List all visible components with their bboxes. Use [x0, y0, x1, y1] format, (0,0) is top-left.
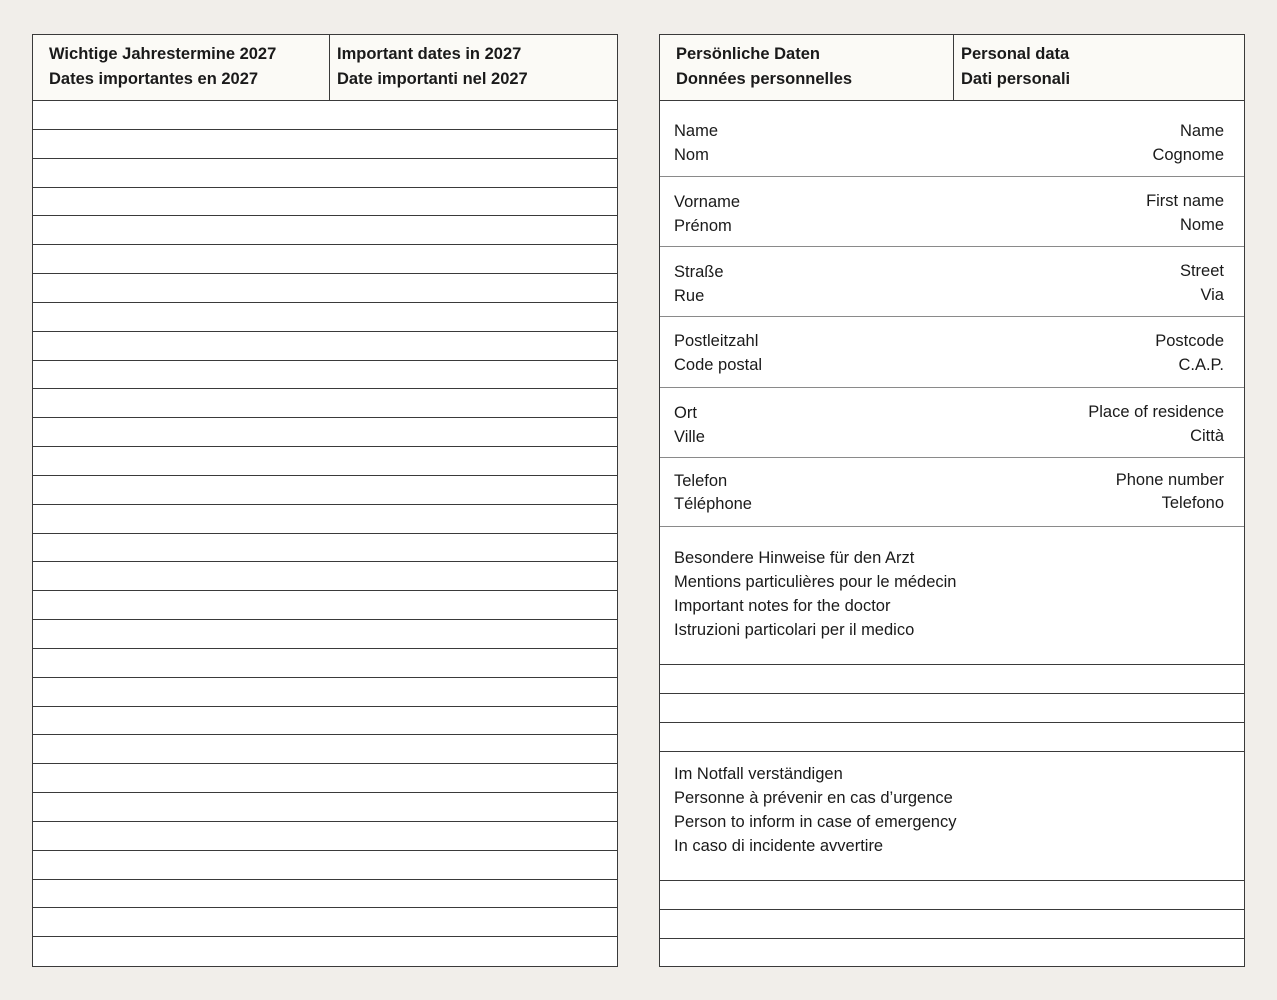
date-entry-line[interactable] [33, 505, 617, 534]
field-label: Postleitzahl [674, 332, 759, 350]
field-label: Telefono [1161, 494, 1224, 512]
field-street[interactable] [660, 247, 1244, 317]
important-dates-header [33, 35, 617, 101]
title-de: Persönliche Daten [676, 45, 820, 63]
field-label: Prénom [674, 217, 732, 235]
field-label: Code postal [674, 356, 763, 374]
date-entry-line[interactable] [33, 678, 617, 707]
date-entry-line[interactable] [33, 447, 617, 476]
field-label: Via [1200, 286, 1224, 304]
emergency-contact-line[interactable] [660, 939, 1244, 968]
field-label: Telefon [674, 472, 728, 490]
field-label: Name [1179, 122, 1224, 140]
header-en-it [329, 35, 536, 100]
date-entry-line[interactable] [33, 159, 617, 188]
header-de-fr [660, 35, 953, 100]
field-label: C.A.P. [1178, 356, 1224, 374]
title-it: Date importanti nel 2027 [337, 70, 528, 88]
doctor-notes-label-fr: Mentions particulières pour le médecin [674, 573, 957, 591]
date-entry-line[interactable] [33, 101, 617, 130]
date-entry-line[interactable] [33, 534, 617, 562]
date-entry-line[interactable] [33, 130, 617, 159]
emergency-contact-line[interactable] [660, 910, 1244, 939]
field-label: Città [1190, 427, 1224, 445]
field-first-name[interactable] [660, 177, 1244, 247]
date-entry-line[interactable] [33, 188, 617, 216]
emergency-label-en: Person to inform in case of emergency [674, 813, 957, 831]
doctor-notes-label-en: Important notes for the doctor [674, 597, 891, 615]
date-entry-line[interactable] [33, 245, 617, 274]
date-entry-line[interactable] [33, 880, 617, 908]
date-entry-line[interactable] [33, 216, 617, 245]
date-entry-line[interactable] [33, 908, 617, 937]
emergency-label-it: In caso di incidente avvertire [674, 837, 884, 855]
field-label: Vorname [674, 193, 741, 211]
title-it: Dati personali [961, 70, 1071, 88]
title-fr: Dates importantes en 2027 [49, 70, 259, 88]
emergency-lines [660, 881, 1244, 968]
date-entry-line[interactable] [33, 303, 617, 332]
emergency-label-de: Im Notfall verständigen [674, 765, 843, 783]
doctor-note-line[interactable] [660, 723, 1244, 752]
title-en: Important dates in 2027 [337, 45, 522, 63]
field-postcode[interactable] [660, 317, 1244, 388]
header-en-it [953, 35, 1078, 100]
field-city[interactable] [660, 388, 1244, 458]
title-en: Personal data [961, 45, 1070, 63]
field-label: Nom [674, 146, 709, 164]
date-entry-line[interactable] [33, 851, 617, 880]
date-entry-line[interactable] [33, 822, 617, 851]
field-label: Name [674, 122, 719, 140]
emergency-contact-line[interactable] [660, 881, 1244, 910]
important-dates-page [32, 34, 618, 967]
date-entry-line[interactable] [33, 562, 617, 591]
doctor-note-line[interactable] [660, 665, 1244, 694]
title-de: Wichtige Jahrestermine 2027 [49, 45, 277, 63]
personal-data-header [660, 35, 1244, 101]
date-entry-line[interactable] [33, 591, 617, 620]
date-entry-line[interactable] [33, 620, 617, 649]
date-entry-line[interactable] [33, 793, 617, 822]
field-phone[interactable] [660, 458, 1244, 527]
field-label: Ort [674, 404, 697, 422]
field-label: Rue [674, 287, 705, 305]
date-entry-line[interactable] [33, 937, 617, 966]
field-label: Phone number [1115, 471, 1224, 489]
field-label: First name [1146, 192, 1224, 210]
field-label: Nome [1179, 216, 1224, 234]
date-entry-line[interactable] [33, 418, 617, 447]
date-entry-line[interactable] [33, 707, 617, 735]
date-entry-line[interactable] [33, 389, 617, 418]
dates-writing-lines [33, 101, 617, 966]
date-entry-line[interactable] [33, 476, 617, 505]
doctor-notes-lines [660, 665, 1244, 752]
doctor-note-line[interactable] [660, 694, 1244, 723]
doctor-notes-label-it: Istruzioni particolari per il medico [674, 621, 915, 639]
date-entry-line[interactable] [33, 332, 617, 361]
doctor-notes-section [660, 527, 1244, 665]
field-name[interactable] [660, 101, 1244, 177]
emergency-contact-section [660, 752, 1244, 881]
title-fr: Données personnelles [676, 70, 853, 88]
date-entry-line[interactable] [33, 361, 617, 389]
field-label: Téléphone [674, 495, 752, 513]
field-label: Ville [674, 428, 705, 446]
date-entry-line[interactable] [33, 649, 617, 678]
field-label: Postcode [1155, 332, 1224, 350]
personal-data-page [659, 34, 1245, 967]
field-label: Place of residence [1088, 403, 1224, 421]
field-label: Street [1179, 262, 1224, 280]
header-de-fr [33, 35, 329, 100]
emergency-label-fr: Personne à prévenir en cas d’urgence [674, 789, 953, 807]
date-entry-line[interactable] [33, 764, 617, 793]
doctor-notes-label-de: Besondere Hinweise für den Arzt [674, 549, 915, 567]
field-label: Cognome [1152, 146, 1224, 164]
field-label: Straße [674, 263, 724, 281]
date-entry-line[interactable] [33, 735, 617, 764]
date-entry-line[interactable] [33, 274, 617, 303]
